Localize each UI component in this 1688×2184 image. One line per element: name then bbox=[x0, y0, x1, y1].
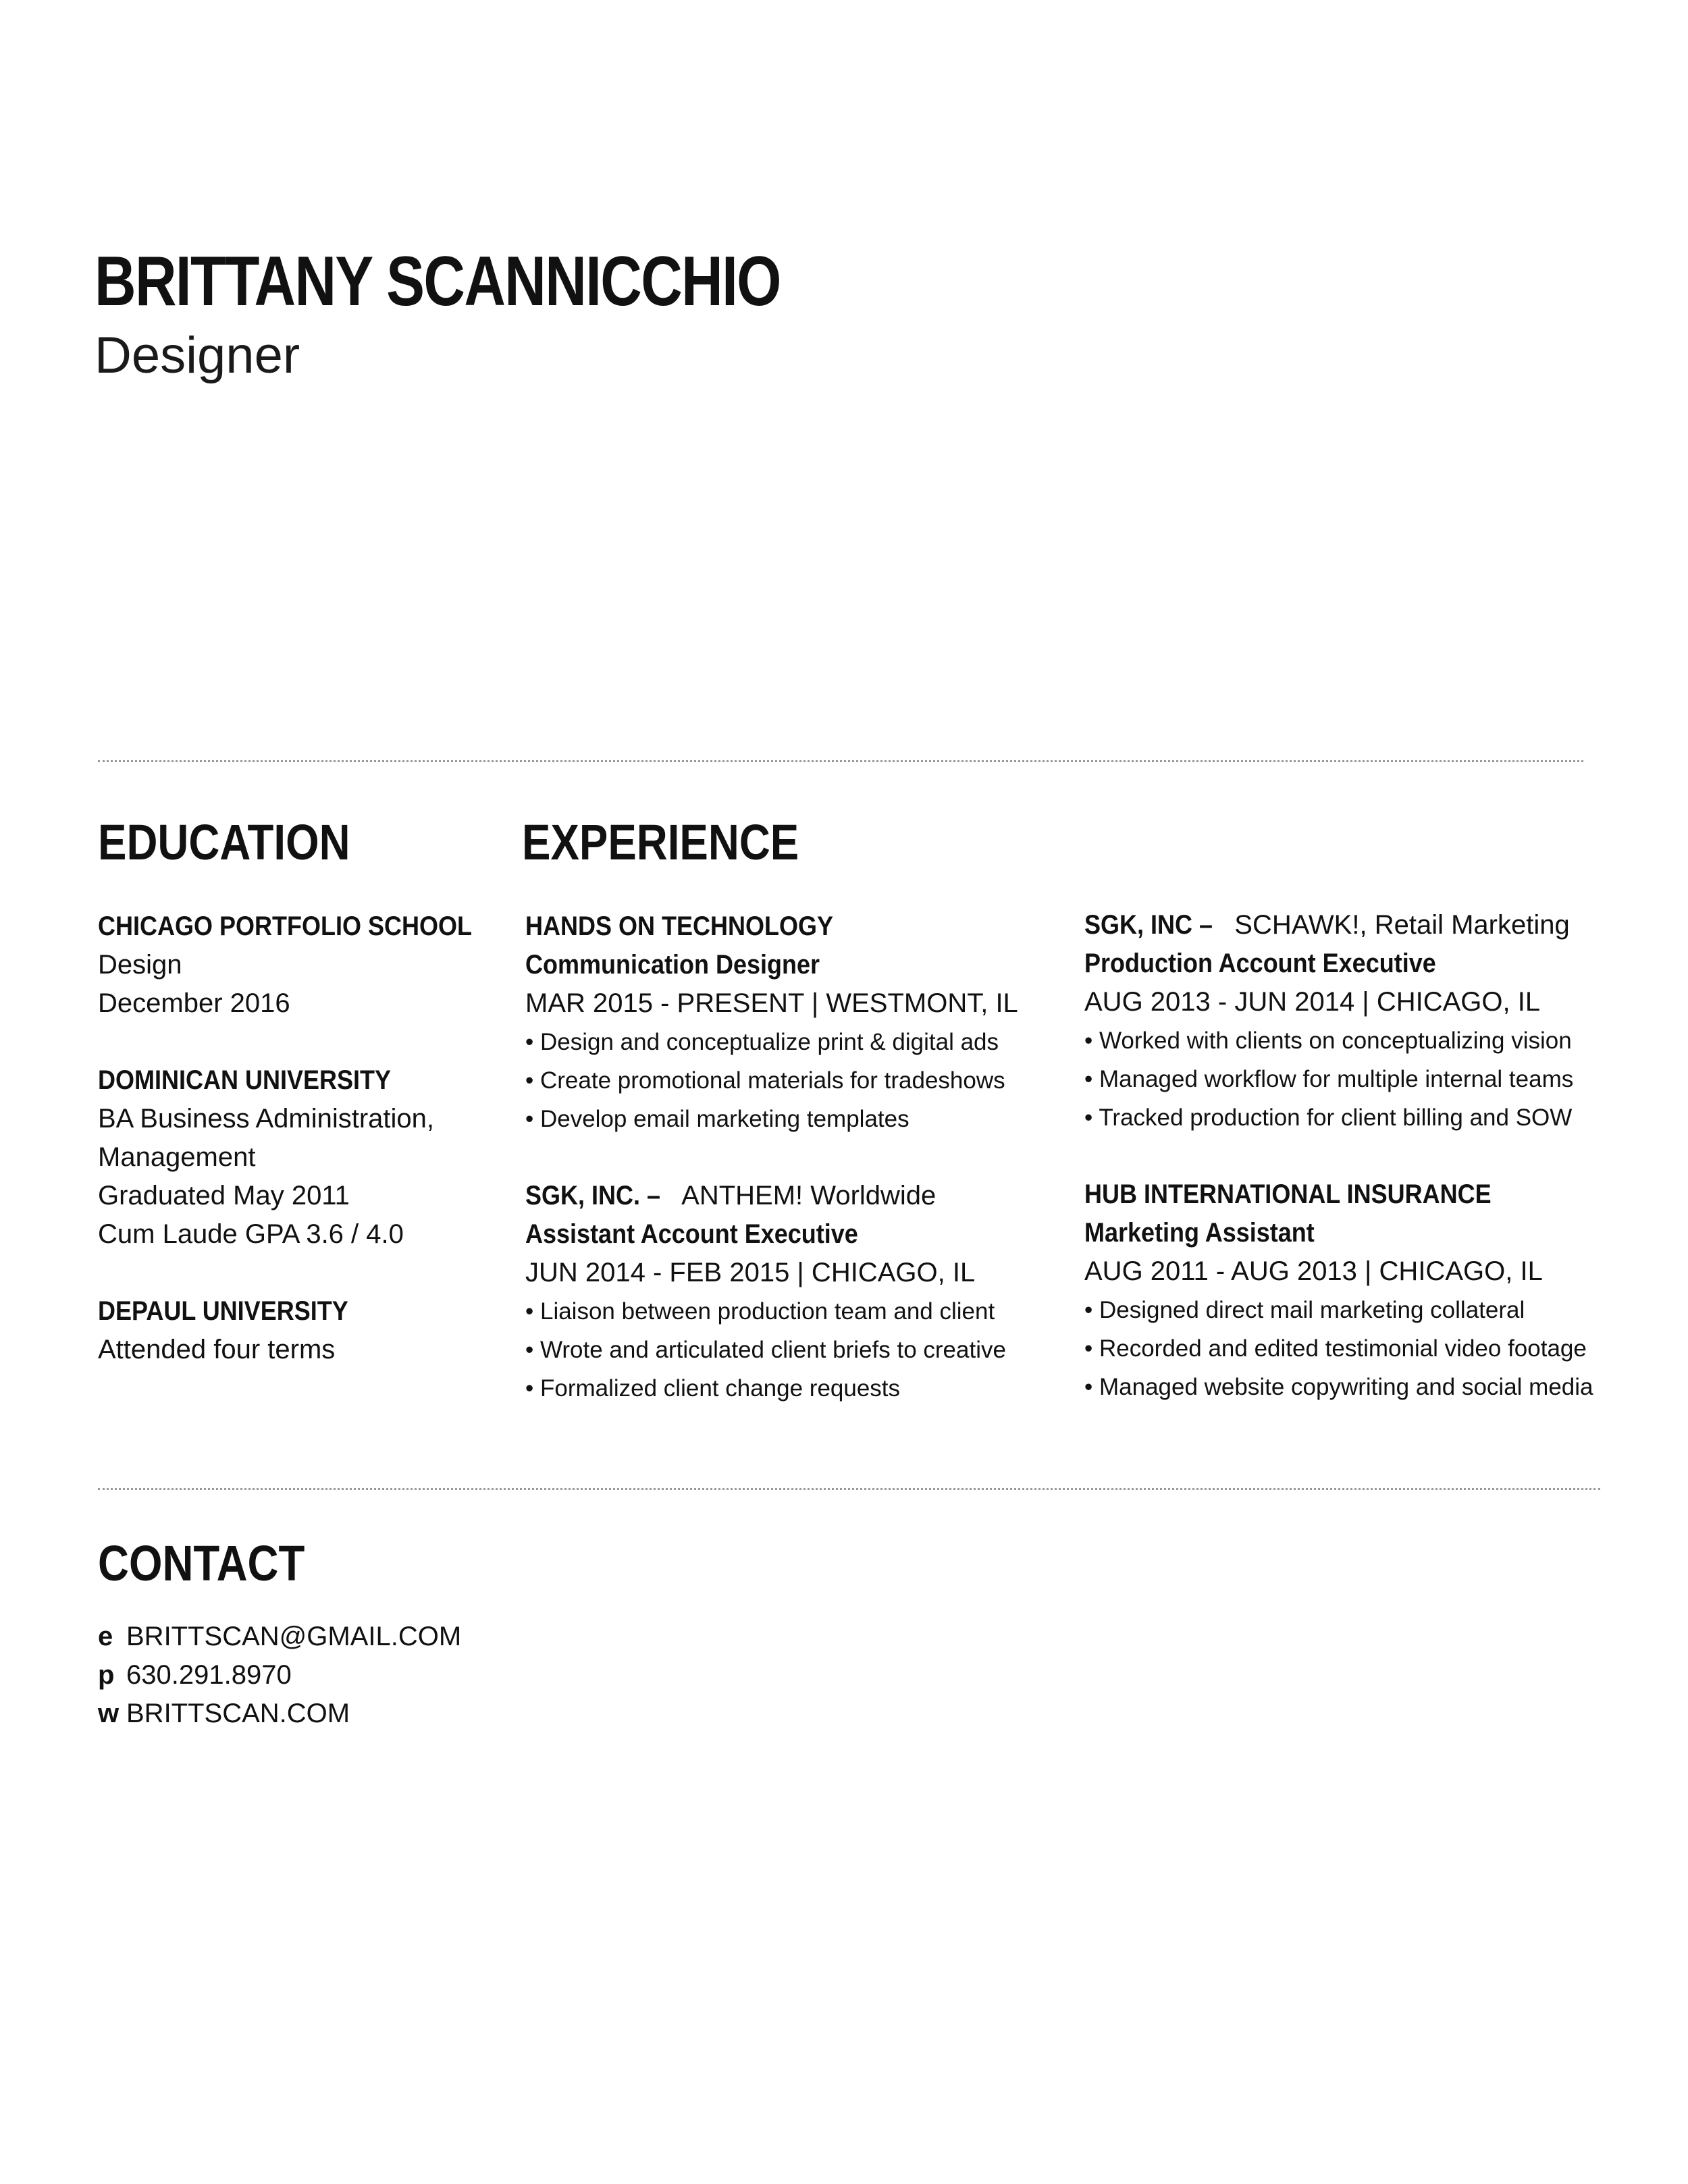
contact-website-value[interactable]: BRITTSCAN.COM bbox=[126, 1699, 350, 1728]
job-dates: AUG 2013 - JUN 2014 | CHICAGO, IL bbox=[1084, 987, 1541, 1017]
resume-name: BRITTANY SCANNICCHIO bbox=[95, 242, 781, 321]
job-bullet: • Managed website copywriting and social media bbox=[1084, 1374, 1593, 1400]
job-title: Communication Designer bbox=[525, 950, 820, 980]
job-bullet: • Design and conceptualize print & digital ads bbox=[525, 1029, 999, 1055]
contact-website bbox=[98, 1695, 350, 1733]
education-detail: December 2016 bbox=[98, 988, 290, 1018]
contact-heading: CONTACT bbox=[98, 1535, 305, 1591]
education-detail: Management bbox=[98, 1142, 256, 1172]
education-detail: Design bbox=[98, 950, 182, 980]
education-school: DOMINICAN UNIVERSITY bbox=[98, 1065, 392, 1095]
job-bullet: • Create promotional materials for tradeshows bbox=[525, 1067, 1005, 1094]
contact-email-value[interactable]: BRITTSCAN@GMAIL.COM bbox=[126, 1622, 462, 1651]
top-divider bbox=[98, 760, 1583, 762]
education-detail: Graduated May 2011 bbox=[98, 1181, 350, 1210]
resume-role: Designer bbox=[95, 327, 300, 384]
job-dates: AUG 2011 - AUG 2013 | CHICAGO, IL bbox=[1084, 1256, 1543, 1286]
education-detail: Attended four terms bbox=[98, 1335, 336, 1364]
bottom-divider bbox=[98, 1488, 1600, 1490]
job-bullet: • Recorded and edited testimonial video footage bbox=[1084, 1335, 1587, 1362]
education-school: DEPAUL UNIVERSITY bbox=[98, 1296, 348, 1326]
job-company: HANDS ON TECHNOLOGY bbox=[525, 911, 834, 941]
job-title: Production Account Executive bbox=[1084, 949, 1436, 978]
contact-website-key: w bbox=[98, 1699, 120, 1728]
job-dates: MAR 2015 - PRESENT | WESTMONT, IL bbox=[525, 988, 1018, 1018]
job-company: SGK, INC. – ANTHEM! Worldwide bbox=[525, 1181, 937, 1210]
contact-phone bbox=[98, 1656, 292, 1695]
job-company: SGK, INC – SCHAWK!, Retail Marketing bbox=[1084, 910, 1570, 940]
contact-phone-value[interactable]: 630.291.8970 bbox=[126, 1660, 292, 1690]
education-heading: EDUCATION bbox=[98, 814, 350, 870]
job-bullet: • Formalized client change requests bbox=[525, 1375, 901, 1402]
job-title: Marketing Assistant bbox=[1084, 1218, 1315, 1248]
job-company: HUB INTERNATIONAL INSURANCE bbox=[1084, 1179, 1492, 1209]
education-column bbox=[98, 907, 514, 1369]
experience-column-left bbox=[525, 907, 1018, 1408]
education-detail: Cum Laude GPA 3.6 / 4.0 bbox=[98, 1219, 404, 1249]
education-school: CHICAGO PORTFOLIO SCHOOL bbox=[98, 911, 472, 941]
job-bullet: • Designed direct mail marketing collateral bbox=[1084, 1297, 1525, 1323]
contact-email bbox=[98, 1618, 461, 1656]
job-dates: JUN 2014 - FEB 2015 | CHICAGO, IL bbox=[525, 1258, 976, 1287]
job-bullet: • Develop email marketing templates bbox=[525, 1106, 909, 1132]
contact-email-key: e bbox=[98, 1622, 113, 1651]
job-bullet: • Worked with clients on conceptualizing vision bbox=[1084, 1028, 1572, 1054]
job-company-detail: ANTHEM! Worldwide bbox=[681, 1181, 937, 1210]
job-bullet: • Wrote and articulated client briefs to creative bbox=[525, 1337, 1006, 1363]
education-detail: BA Business Administration, bbox=[98, 1104, 435, 1134]
experience-column-right bbox=[1084, 906, 1593, 1406]
job-title: Assistant Account Executive bbox=[525, 1219, 858, 1249]
job-bullet: • Liaison between production team and client bbox=[525, 1298, 995, 1325]
job-bullet: • Managed workflow for multiple internal teams bbox=[1084, 1066, 1574, 1092]
experience-heading: EXPERIENCE bbox=[522, 814, 799, 870]
job-company-detail: SCHAWK!, Retail Marketing bbox=[1234, 910, 1570, 940]
job-bullet: • Tracked production for client billing and SOW bbox=[1084, 1104, 1573, 1131]
contact-phone-key: p bbox=[98, 1660, 115, 1690]
